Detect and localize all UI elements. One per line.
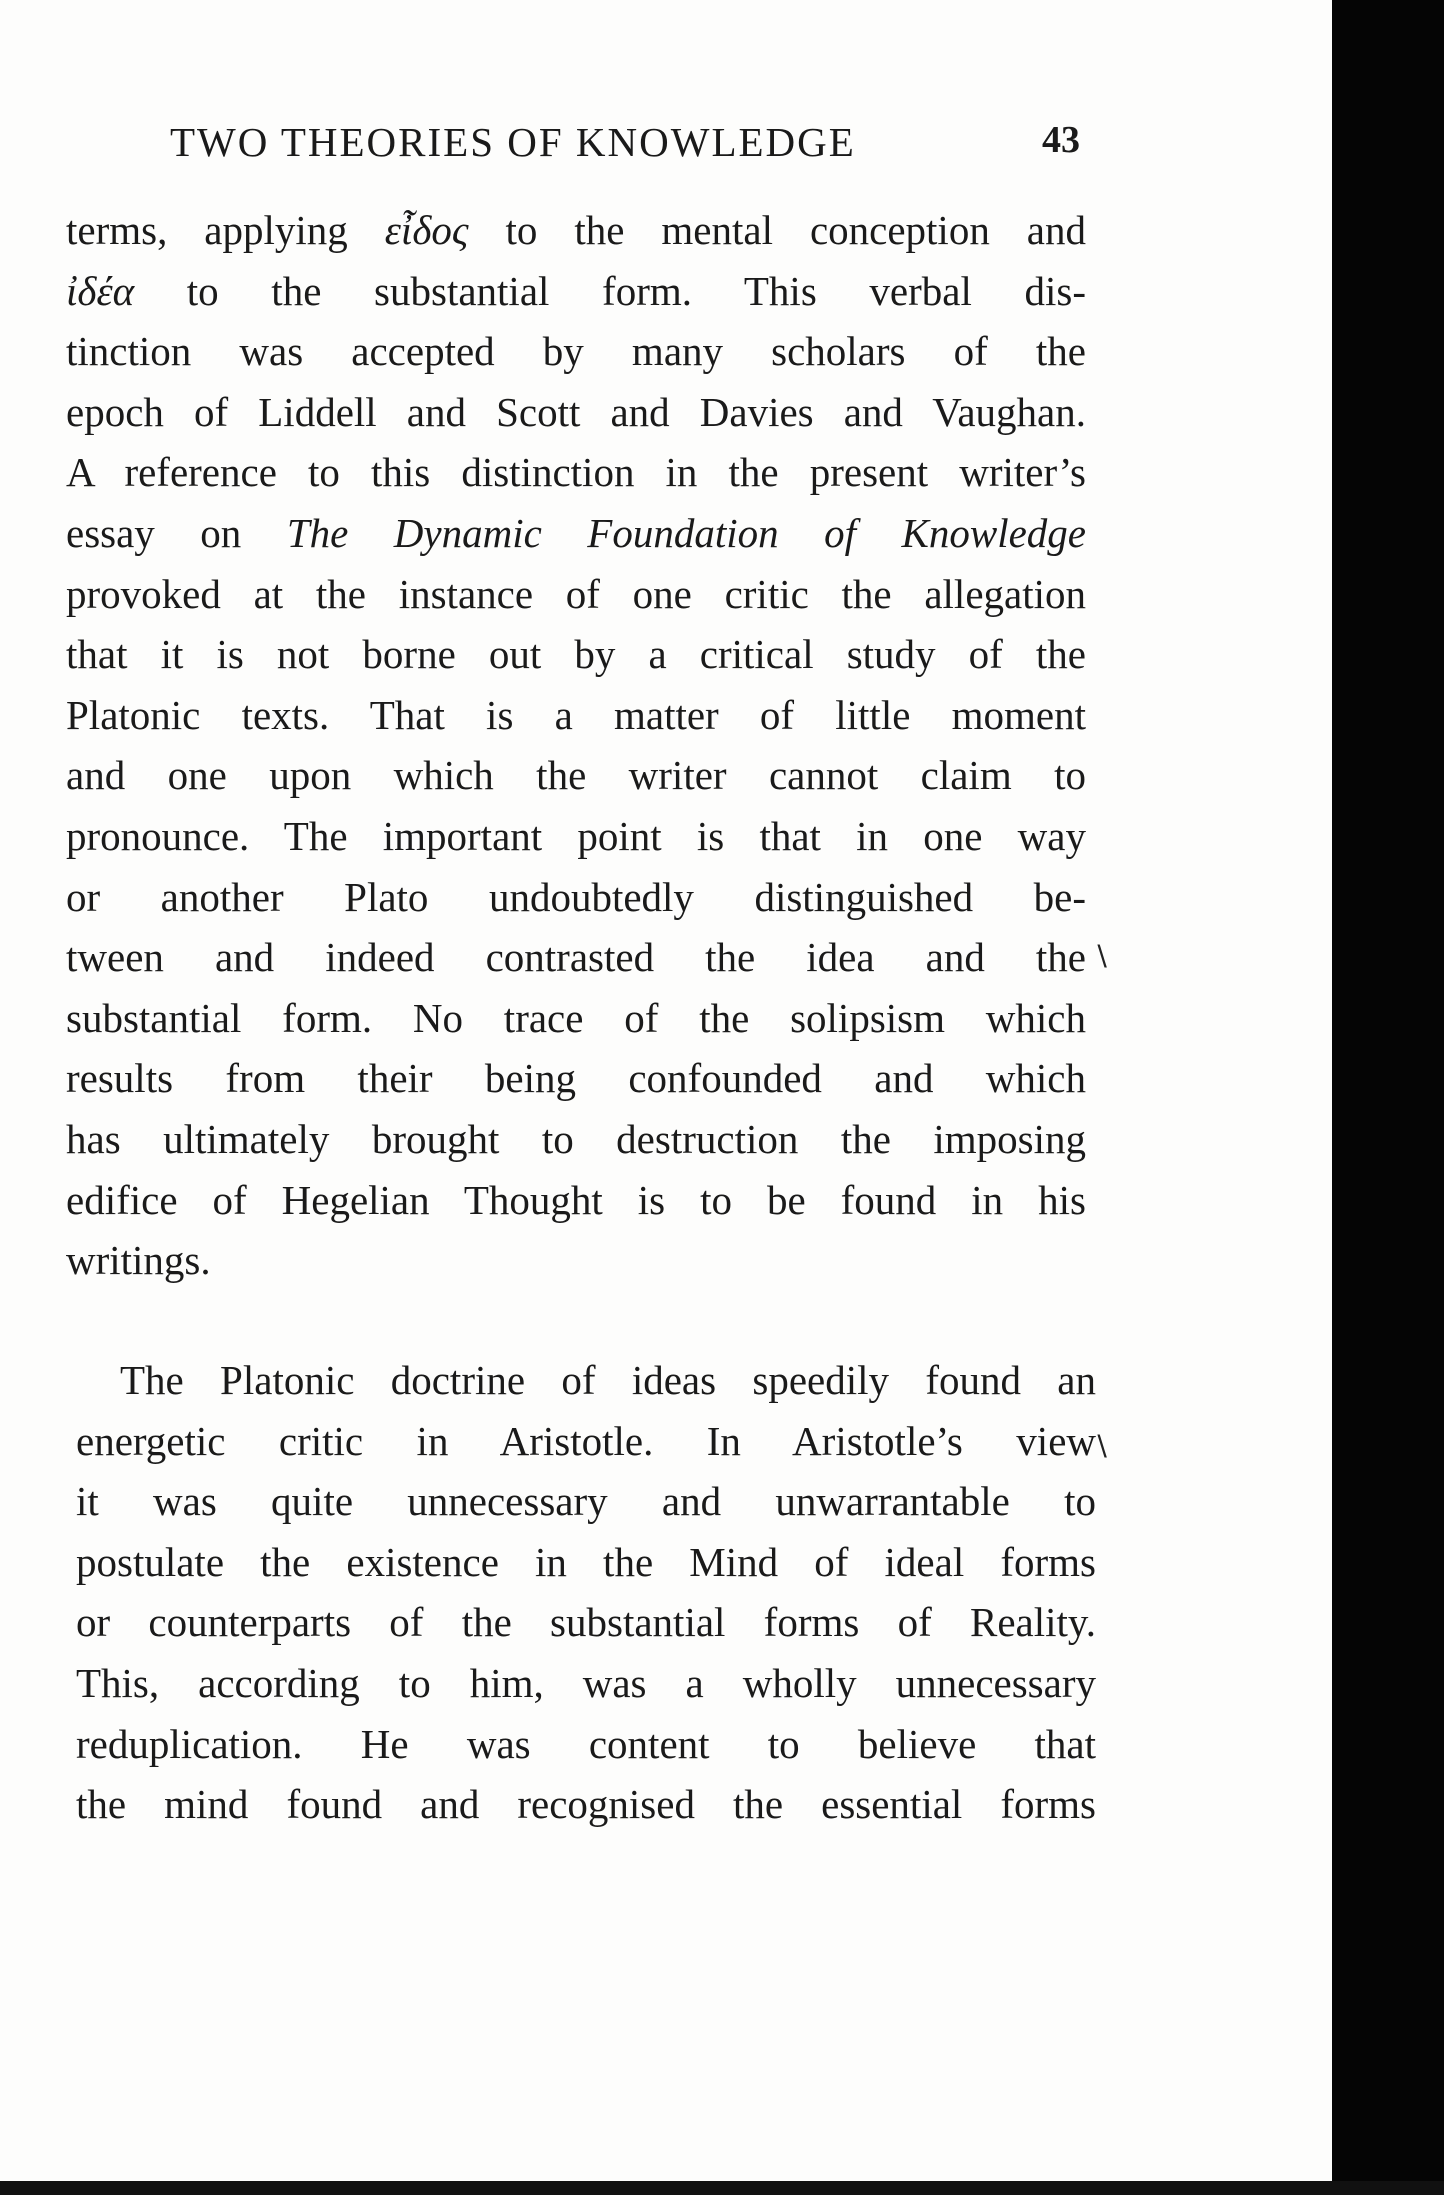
text-line: This, according to him, was a wholly unnecessary: [76, 1659, 1096, 1706]
text-line: writings.: [66, 1237, 211, 1284]
page-number: 43: [1042, 119, 1080, 161]
text-line: results from their being confounded and which: [66, 1055, 1086, 1102]
text-line: edifice of Hegelian Thought is to be found in his: [66, 1176, 1086, 1223]
greek-word: εἶδος: [384, 207, 469, 253]
running-head: [170, 118, 1080, 178]
text-line: that it is not borne out by a critical study of the: [66, 631, 1086, 678]
text-line: substantial form. No trace of the solipsism which: [66, 994, 1086, 1041]
text-line: provoked at the instance of one critic the allegation: [66, 570, 1086, 617]
text-line: and one upon which the writer cannot claim to: [66, 752, 1086, 799]
text-line: energetic critic in Aristotle. In Aristotle’s view: [76, 1417, 1096, 1464]
text-line: Platonic texts. That is a matter of little moment: [66, 691, 1086, 738]
text-line: postulate the existence in the Mind of ideal forms: [76, 1538, 1096, 1585]
text-line: or counterparts of the substantial forms of Reality.: [76, 1599, 1096, 1646]
running-title: TWO THEORIES OF KNOWLEDGE: [170, 119, 856, 165]
margin-check-mark: ∖: [1092, 1432, 1110, 1463]
text-line: or another Plato undoubtedly distinguished be-: [66, 873, 1086, 920]
greek-word: ἰδέα: [66, 267, 135, 314]
text-line: terms, applying εἶδος to the mental conception and: [66, 207, 1086, 253]
text-line: reduplication. He was content to believe that: [76, 1720, 1096, 1767]
text-line: A reference to this distinction in the present writer’s: [66, 449, 1086, 496]
scan-border-right: [1332, 0, 1444, 2195]
text-line: the mind found and recognised the essential forms: [76, 1781, 1096, 1828]
text-line: it was quite unnecessary and unwarrantable to: [76, 1478, 1096, 1525]
text-line: pronounce. The important point is that in one way: [66, 812, 1086, 859]
text-line: The Platonic doctrine of ideas speedily found an: [120, 1357, 1096, 1403]
text-line: essay on The Dynamic Foundation of Knowledge: [66, 509, 1087, 556]
margin-check-mark: ∖: [1092, 942, 1110, 973]
text-line: epoch of Liddell and Scott and Davies and Vaughan.: [66, 388, 1086, 435]
text-line: ἰδέα to the substantial form. This verbal dis-: [66, 267, 1086, 314]
text-line: tinction was accepted by many scholars of the: [66, 328, 1086, 375]
text-line: has ultimately brought to destruction the imposing: [66, 1115, 1086, 1162]
paragraph-1: [66, 200, 1086, 1291]
scan-border-bottom: [0, 2181, 1444, 2195]
text-line: tween and indeed contrasted the idea and the: [66, 934, 1086, 981]
italic-title: The Dynamic Foundation of Knowledge: [286, 509, 1087, 556]
paragraph-2: [76, 1350, 1096, 1835]
